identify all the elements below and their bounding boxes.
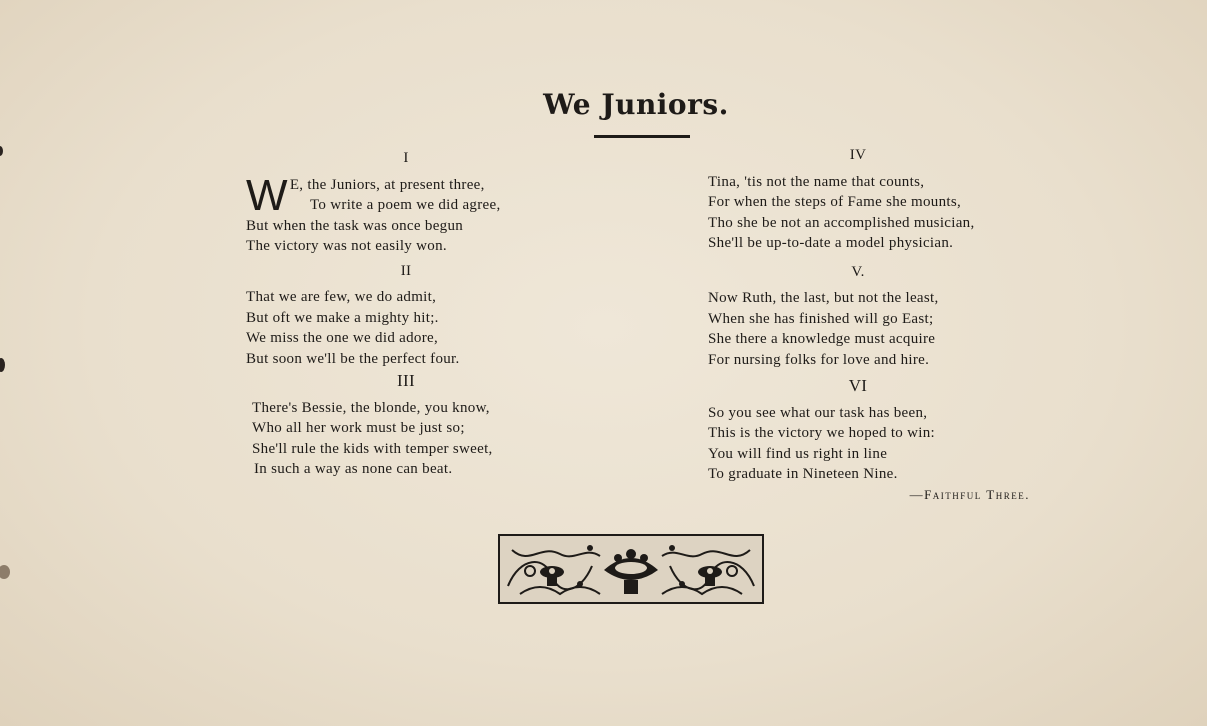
- binding-hole-mark: [0, 146, 3, 156]
- left-column: [246, 148, 576, 480]
- decorative-ornament-panel: [498, 534, 764, 604]
- poem-line: To write a poem we did agree,: [310, 197, 501, 213]
- binding-hole-mark: [0, 565, 10, 579]
- poem-line: Tho she be not an accomplished musician,: [708, 214, 975, 231]
- poem-line: In such a way as none can beat.: [254, 461, 453, 477]
- poem-line: But when the task was once begun: [246, 217, 464, 234]
- stanza: [246, 148, 576, 257]
- ornament-scroll-icon: [500, 536, 762, 602]
- poem-title: We Juniors.: [543, 88, 729, 121]
- poem-line: There's Bessie, the blonde, you know,: [252, 399, 490, 416]
- poem-line: We miss the one we did adore,: [246, 330, 439, 346]
- poem-line: E, the Juniors, at present three,: [289, 176, 485, 193]
- poem-line: For when the steps of Fame she mounts,: [708, 194, 962, 210]
- stanza-number: V.: [851, 263, 865, 280]
- poem-line: Who all her work must be just so;: [252, 420, 465, 436]
- poem-line: Now Ruth, the last, but not the least,: [708, 290, 939, 306]
- poem-line: But soon we'll be the perfect four.: [246, 350, 460, 367]
- poem-line: To graduate in Nineteen Nine.: [708, 466, 898, 482]
- stanza: [708, 262, 1058, 371]
- title-underline: [594, 135, 690, 138]
- stanza: [708, 376, 1058, 505]
- stanza: [246, 261, 576, 370]
- right-column: [708, 145, 1058, 505]
- binding-hole-mark: [0, 358, 5, 372]
- stanza-lines: [246, 170, 576, 257]
- poem-line: When she has finished will go East;: [708, 310, 934, 327]
- stanza-number: II: [400, 262, 412, 279]
- stanza-number: IV: [849, 147, 867, 163]
- poem-line: The victory was not easily won.: [246, 238, 447, 254]
- poem-line: So you see what our task has been,: [708, 404, 928, 421]
- drop-cap: W: [246, 170, 288, 220]
- poem-line: But oft we make a mighty hit;.: [246, 309, 439, 326]
- stanza-number: III: [397, 371, 415, 390]
- poem-line: For nursing folks for love and hire.: [708, 351, 930, 368]
- stanza: [246, 371, 576, 480]
- stanza: [708, 145, 1058, 254]
- poem-line: This is the victory we hoped to win:: [708, 425, 936, 441]
- poem-signature: —Faithful Three.: [909, 486, 1030, 502]
- poem-line: Tina, 'tis not the name that counts,: [708, 173, 925, 190]
- poem-line: She'll be up-to-date a model physician.: [708, 235, 954, 251]
- poem-line: You will find us right in line: [708, 445, 888, 462]
- stanza-number: VI: [848, 376, 868, 395]
- poem-line: She'll rule the kids with temper sweet,: [252, 440, 493, 457]
- poem-line: She there a knowledge must acquire: [708, 331, 936, 347]
- stanza-number: I: [403, 150, 409, 166]
- poem-line: That we are few, we do admit,: [246, 289, 437, 305]
